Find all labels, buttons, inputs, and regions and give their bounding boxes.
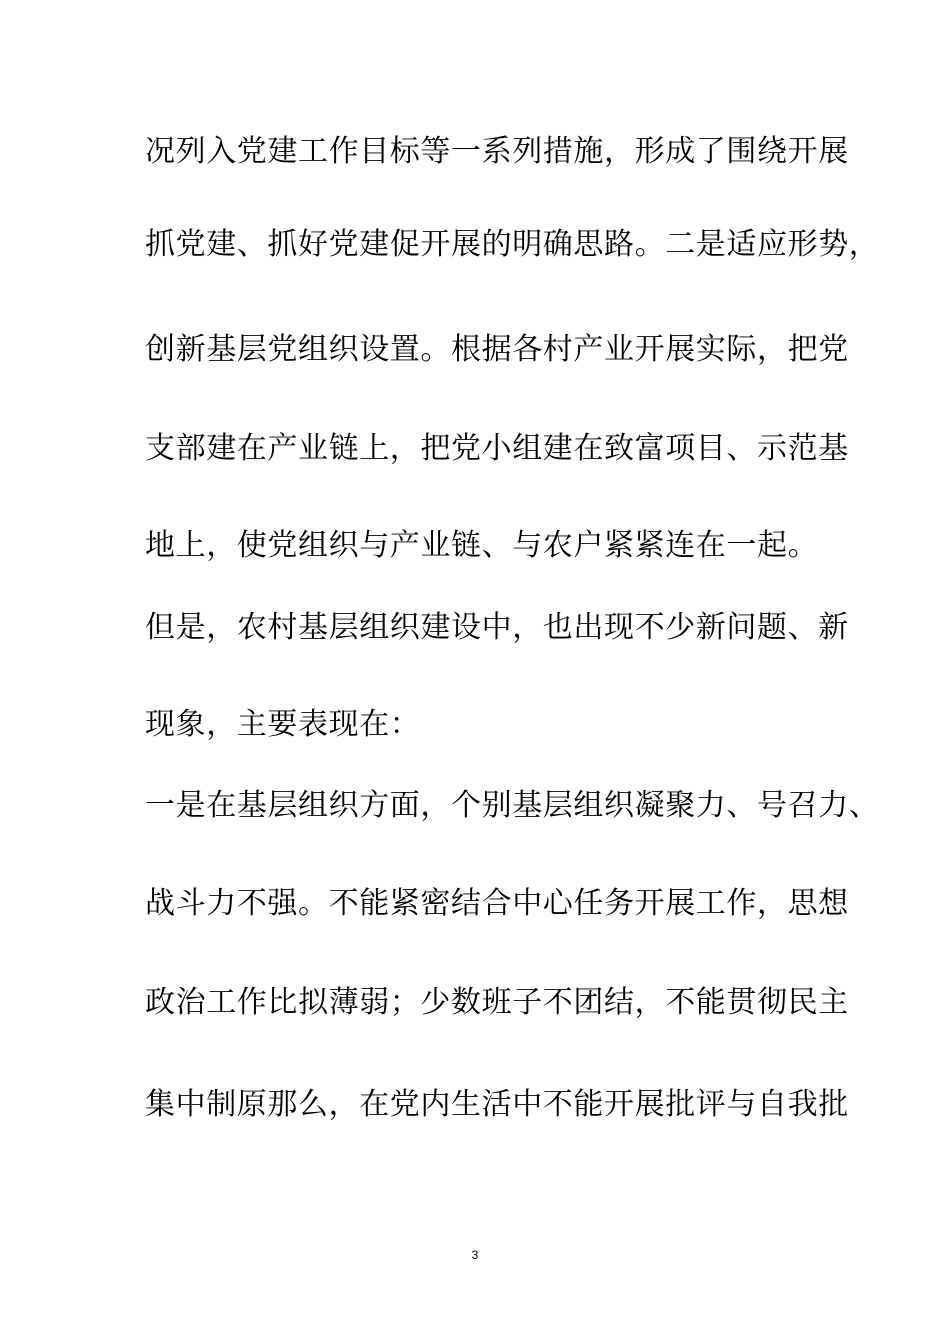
page-number: 3 (471, 1248, 479, 1262)
text-line-5: 地上，使党组织与产业链、与农户紧紧连在一起。 (145, 528, 819, 563)
text-line-3: 创新基层党组织设置。根据各村产业开展实际，把党 (145, 332, 849, 367)
text-line-1: 况列入党建工作目标等一系列措施，形成了围绕开展 (145, 134, 849, 169)
text-line-4: 支部建在产业链上，把党小组建在致富项目、示范基 (145, 431, 849, 466)
text-line-6: 但是，农村基层组织建设中，也出现不少新问题、新 (145, 610, 849, 645)
text-line-10: 政治工作比拟薄弱；少数班子不团结，不能贯彻民主 (145, 985, 849, 1020)
text-line-7: 现象，主要表现在： (145, 707, 421, 742)
text-line-9: 战斗力不强。不能紧密结合中心任务开展工作，思想 (145, 886, 849, 921)
text-line-11: 集中制原那么，在党内生活中不能开展批评与自我批 (145, 1087, 849, 1122)
text-line-8: 一是在基层组织方面，个别基层组织凝聚力、号召力、 (145, 788, 880, 823)
text-line-2: 抓党建、抓好党建促开展的明确思路。二是适应形势， (145, 227, 880, 262)
